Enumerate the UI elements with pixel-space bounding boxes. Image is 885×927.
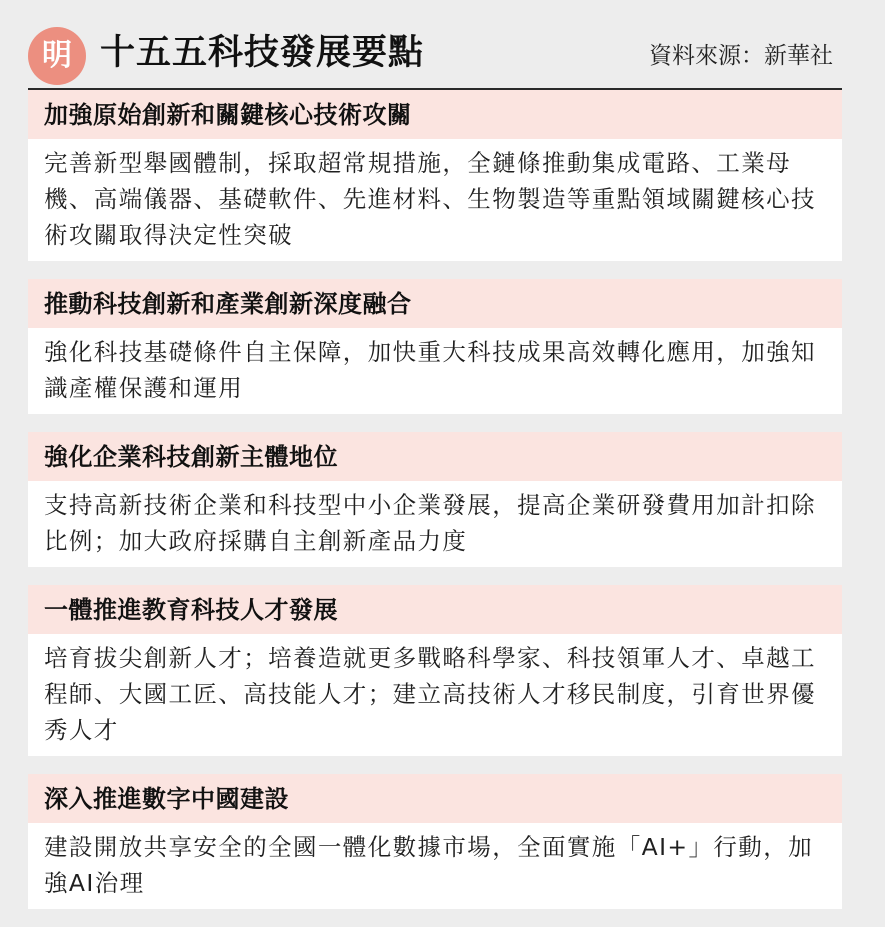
section-heading: 深入推進數字中國建設 — [28, 774, 842, 823]
section-body: 強化科技基礎條件自主保障，加快重大科技成果高效轉化應用，加強知識產權保護和運用 — [28, 328, 842, 414]
key-point-section — [28, 432, 842, 567]
section-heading: 一體推進教育科技人才發展 — [28, 585, 842, 634]
key-point-section — [28, 774, 842, 909]
header — [0, 0, 885, 88]
section-body: 支持高新技術企業和科技型中小企業發展，提高企業研發費用加計扣除比例；加大政府採購自主創新產品力度 — [28, 481, 842, 567]
key-points-list — [28, 90, 842, 927]
section-body: 完善新型舉國體制，採取超常規措施，全鏈條推動集成電路、工業母機、高端儀器、基礎軟件、先進材料、生物製造等重點領域關鍵核心技術攻關取得決定性突破 — [28, 139, 842, 261]
section-heading: 加強原始創新和關鍵核心技術攻關 — [28, 90, 842, 139]
key-point-section — [28, 90, 842, 261]
section-heading: 強化企業科技創新主體地位 — [28, 432, 842, 481]
key-point-section — [28, 585, 842, 756]
page-title: 十五五科技發展要點 — [100, 33, 425, 73]
section-heading: 推動科技創新和產業創新深度融合 — [28, 279, 842, 328]
key-point-section — [28, 279, 842, 414]
brand-logo: 明 — [28, 27, 86, 85]
source-credit: 資料來源：新華社 — [649, 43, 833, 69]
section-body: 建設開放共享安全的全國一體化數據市場，全面實施「AI+」行動，加強AI治理 — [28, 823, 842, 909]
section-body: 培育拔尖創新人才；培養造就更多戰略科學家、科技領軍人才、卓越工程師、大國工匠、高技能人才；建立高技術人才移民制度，引育世界優秀人才 — [28, 634, 842, 756]
